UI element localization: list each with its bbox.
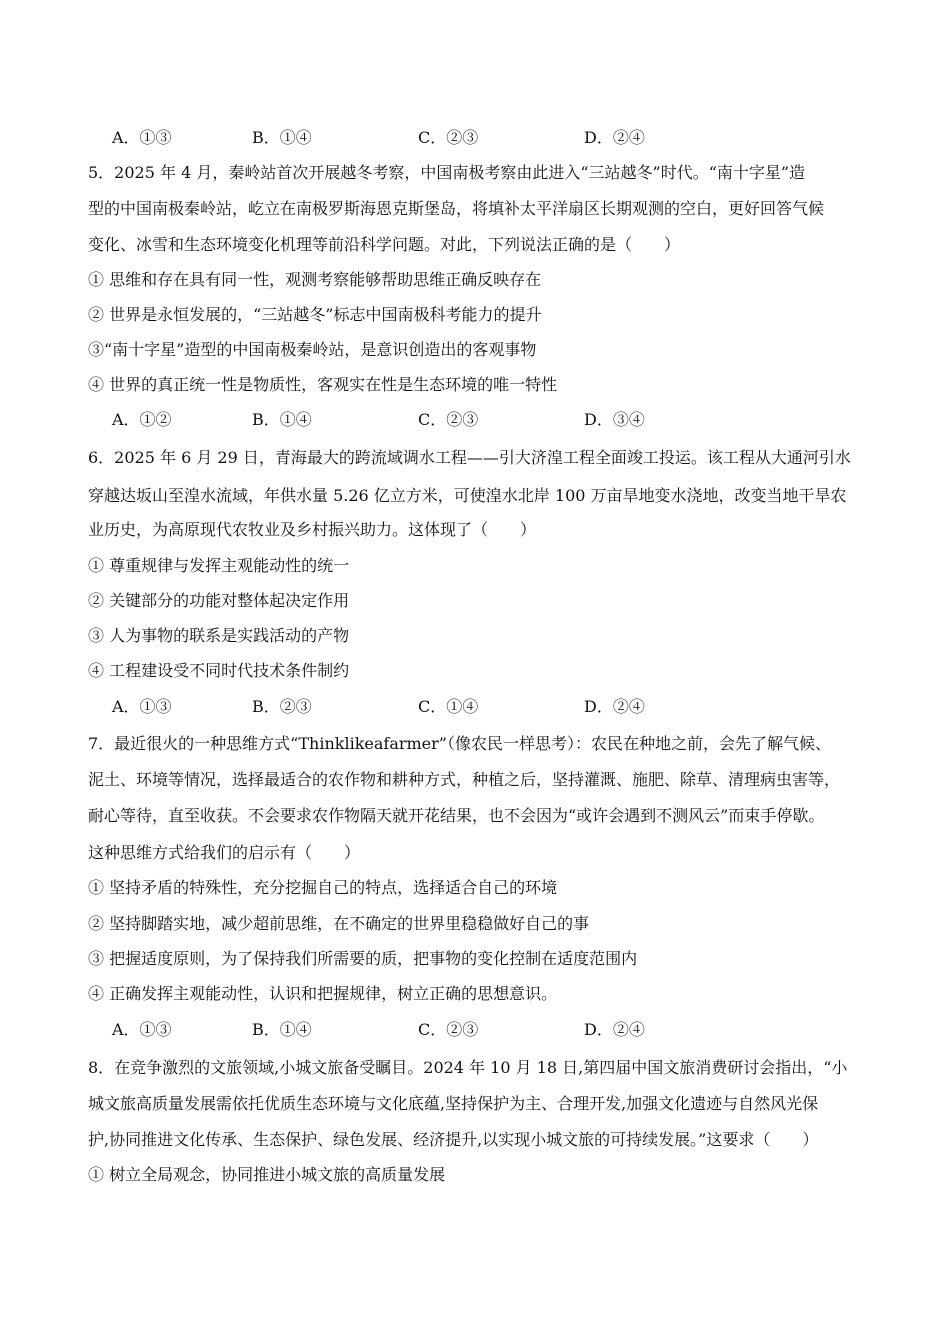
option-d[interactable]: D．③④ [584, 410, 645, 429]
option-d[interactable]: D．②④ [584, 697, 645, 716]
question-7-stem-line-1: 7．最近很火的一种思维方式“Thinklikeafarmer”（像农民一样思考）：农民在种地之前，会先了解气候、 [88, 734, 831, 753]
question-8-stem-line-2: 城文旅高质量发展需依托优质生态环境与文化底蕴,坚持保护为主、合理开发,加强文化遗迹与自然风光保 [88, 1094, 819, 1113]
option-a[interactable]: A．①③ [112, 128, 172, 147]
option-c[interactable]: C．②③ [418, 410, 479, 429]
question-5-statement-2: ② 世界是永恒发展的，“三站越冬”标志中国南极科考能力的提升 [88, 305, 542, 324]
option-c[interactable]: C．②③ [418, 1020, 479, 1039]
question-5-stem-line-3: 变化、冰雪和生态环境变化机理等前沿科学问题。对此，下列说法正确的是（ ） [88, 235, 681, 254]
question-7-statement-1: ① 坚持矛盾的特殊性，充分挖掘自己的特点，选择适合自己的环境 [88, 878, 558, 897]
question-7-stem-line-4: 这种思维方式给我们的启示有（ ） [88, 843, 361, 862]
option-b[interactable]: B．①④ [252, 1020, 312, 1039]
question-5-statement-4: ④ 世界的真正统一性是物质性，客观实在性是生态环境的唯一特性 [88, 375, 558, 394]
question-7-statement-2: ② 坚持脚踏实地，减少超前思维，在不确定的世界里稳稳做好自己的事 [88, 914, 590, 933]
question-5-statement-1: ① 思维和存在具有同一性，观测考察能够帮助思维正确反映存在 [88, 270, 542, 289]
question-6-stem-line-3: 业历史，为高原现代农牧业及乡村振兴助力。这体现了（ ） [88, 520, 537, 539]
question-7-statement-3: ③ 把握适度原则，为了保持我们所需要的质，把事物的变化控制在适度范围内 [88, 949, 638, 968]
question-7-stem-line-3: 耐心等待，直至收获。不会要求农作物隔天就开花结果，也不会因为“或许会遇到不测风云”而束手停歇。 [88, 806, 825, 825]
option-a[interactable]: A．①② [112, 410, 172, 429]
question-6-statement-4: ④ 工程建设受不同时代技术条件制约 [88, 661, 350, 680]
question-5-stem-line-1: 5．2025 年 4 月，秦岭站首次开展越冬考察，中国南极考察由此进入“三站越冬”时代。“南十字星”造 [88, 163, 806, 182]
question-8-stem-line-1: 8．在竞争激烈的文旅领域,小城文旅备受瞩目。2024 年 10 月 18 日,第四届中国文旅消费研讨会指出，“小 [88, 1058, 848, 1077]
option-a[interactable]: A．①③ [112, 697, 172, 716]
question-6-stem-line-1: 6．2025 年 6 月 29 日，青海最大的跨流域调水工程——引大济湟工程全面竣工投运。该工程从大通河引水 [88, 448, 851, 467]
question-7-statement-4: ④ 正确发挥主观能动性，认识和把握规律，树立正确的思想意识。 [88, 984, 558, 1003]
question-8-statement-1: ① 树立全局观念，协同推进小城文旅的高质量发展 [88, 1165, 446, 1184]
option-d[interactable]: D．②④ [584, 128, 645, 147]
question-6-statement-2: ② 关键部分的功能对整体起决定作用 [88, 591, 350, 610]
option-b[interactable]: B．①④ [252, 128, 312, 147]
question-6-statement-3: ③ 人为事物的联系是实践活动的产物 [88, 626, 350, 645]
option-b[interactable]: B．①④ [252, 410, 312, 429]
question-5-statement-3: ③“南十字星”造型的中国南极秦岭站，是意识创造出的客观事物 [88, 340, 537, 359]
question-5-stem-line-2: 型的中国南极秦岭站，屹立在南极罗斯海恩克斯堡岛，将填补太平洋扇区长期观测的空白，更好回答气候 [88, 199, 825, 218]
option-c[interactable]: C．①④ [418, 697, 479, 716]
option-a[interactable]: A．①③ [112, 1020, 172, 1039]
question-6-statement-1: ① 尊重规律与发挥主观能动性的统一 [88, 556, 350, 575]
question-6-stem-line-2: 穿越达坂山至湟水流域，年供水量 5.26 亿立方米，可使湟水北岸 100 万亩旱地变水浇地，改变当地干旱农 [88, 486, 847, 505]
question-8-stem-line-3: 护,协同推进文化传承、生态保护、绿色发展、经济提升,以实现小城文旅的可持续发展。”这要求（ ） [88, 1130, 819, 1149]
question-7-stem-line-2: 泥土、环境等情况，选择最适合的农作物和耕种方式，种植之后，坚持灌溉、施肥、除草、清理病虫害等， [88, 770, 841, 789]
option-b[interactable]: B．②③ [252, 697, 312, 716]
option-d[interactable]: D．②④ [584, 1020, 645, 1039]
option-c[interactable]: C．②③ [418, 128, 479, 147]
